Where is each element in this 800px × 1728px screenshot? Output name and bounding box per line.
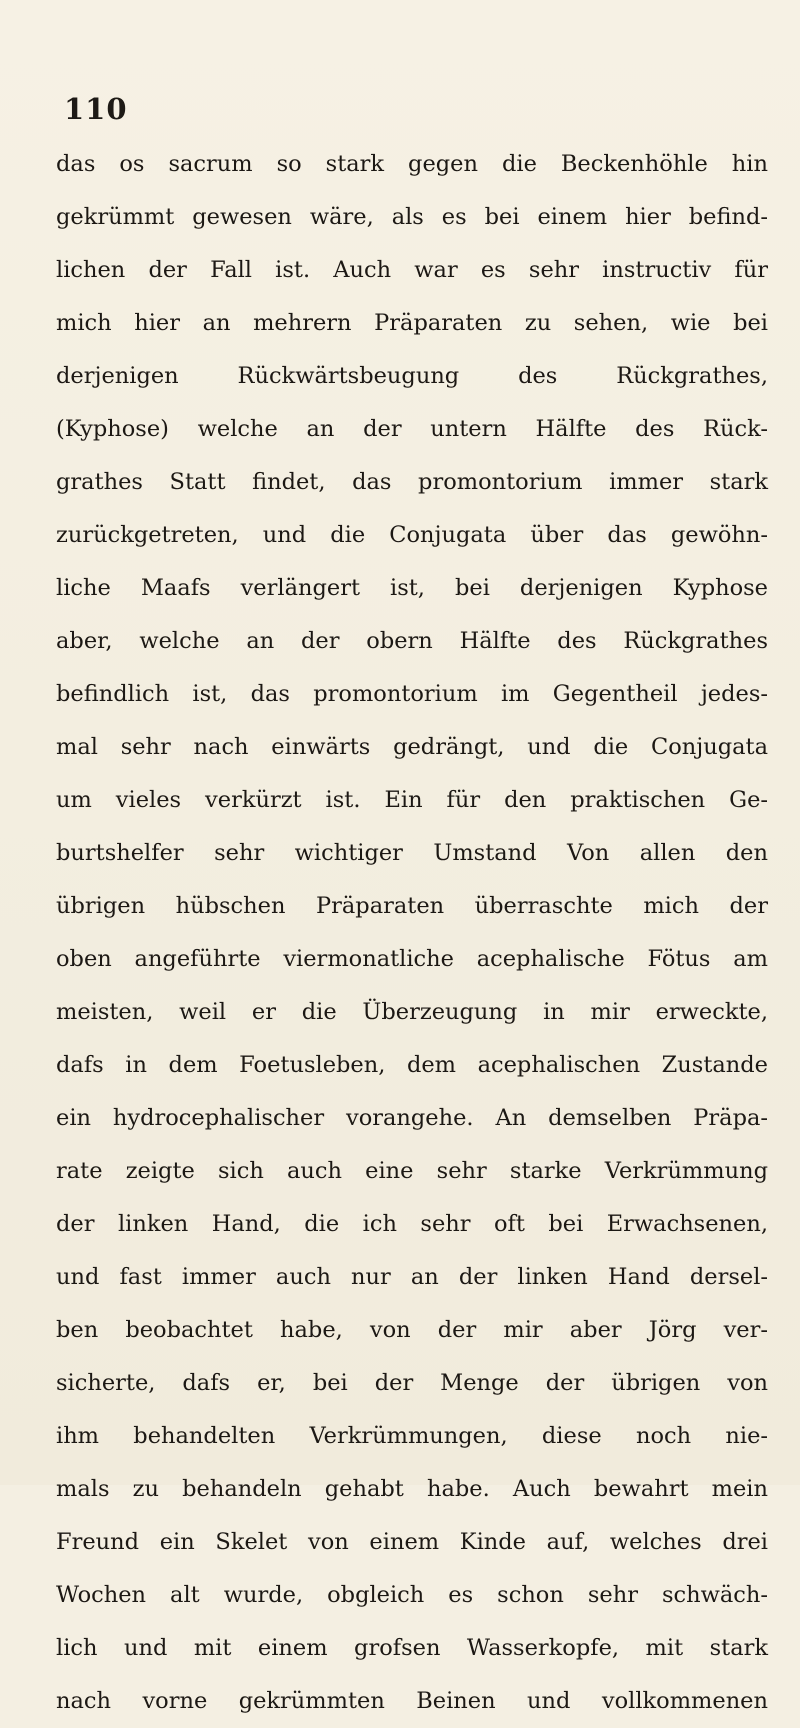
text-line: derjenigen Rückwärtsbeugung des Rückgrathes, [56, 363, 768, 389]
body-text [56, 138, 768, 1728]
text-line: der linken Hand, die ich sehr oft bei Erwachsenen, [56, 1211, 768, 1237]
text-line: rate zeigte sich auch eine sehr starke Verkrümmung [56, 1158, 768, 1184]
text-line: aber, welche an der obern Hälfte des Rückgrathes [56, 628, 768, 654]
text-line: lich und mit einem grofsen Wasserkopfe, mit stark [56, 1635, 768, 1661]
text-line: gekrümmt gewesen wäre, als es bei einem hier befind- [56, 204, 768, 230]
page-number: 110 [64, 92, 128, 126]
text-line: und fast immer auch nur an der linken Hand dersel- [56, 1264, 768, 1290]
text-line: übrigen hübschen Präparaten überraschte mich der [56, 893, 768, 919]
text-line: nach vorne gekrümmten Beinen und vollkommenen [56, 1688, 768, 1714]
text-line: mals zu behandeln gehabt habe. Auch bewahrt mein [56, 1476, 768, 1502]
text-line: ihm behandelten Verkrümmungen, diese noch nie- [56, 1423, 768, 1449]
text-line: Freund ein Skelet von einem Kinde auf, welches drei [56, 1529, 768, 1555]
text-line: meisten, weil er die Überzeugung in mir erweckte, [56, 999, 768, 1025]
text-line: grathes Statt findet, das promontorium immer stark [56, 469, 768, 495]
text-line: liche Maafs verlängert ist, bei derjenigen Kyphose [56, 575, 768, 601]
text-line: befindlich ist, das promontorium im Gegentheil jedes- [56, 681, 768, 707]
text-line: oben angeführte viermonatliche acephalische Fötus am [56, 946, 768, 972]
text-line: ben beobachtet habe, von der mir aber Jörg ver- [56, 1317, 768, 1343]
text-line: burtshelfer sehr wichtiger Umstand Von allen den [56, 840, 768, 866]
text-line: um vieles verkürzt ist. Ein für den praktischen Ge- [56, 787, 768, 813]
text-line: das os sacrum so stark gegen die Beckenhöhle hin [56, 151, 768, 177]
text-line: lichen der Fall ist. Auch war es sehr instructiv für [56, 257, 768, 283]
text-line: ein hydrocephalischer vorangehe. An demselben Präpa- [56, 1105, 768, 1131]
text-line: dafs in dem Foetusleben, dem acephalischen Zustande [56, 1052, 768, 1078]
text-line: zurückgetreten, und die Conjugata über das gewöhn- [56, 522, 768, 548]
text-line: (Kyphose) welche an der untern Hälfte des Rück- [56, 416, 768, 442]
text-line: mich hier an mehrern Präparaten zu sehen, wie bei [56, 310, 768, 336]
text-line: Wochen alt wurde, obgleich es schon sehr schwäch- [56, 1582, 768, 1608]
text-line: sicherte, dafs er, bei der Menge der übrigen von [56, 1370, 768, 1396]
text-line: mal sehr nach einwärts gedrängt, und die Conjugata [56, 734, 768, 760]
